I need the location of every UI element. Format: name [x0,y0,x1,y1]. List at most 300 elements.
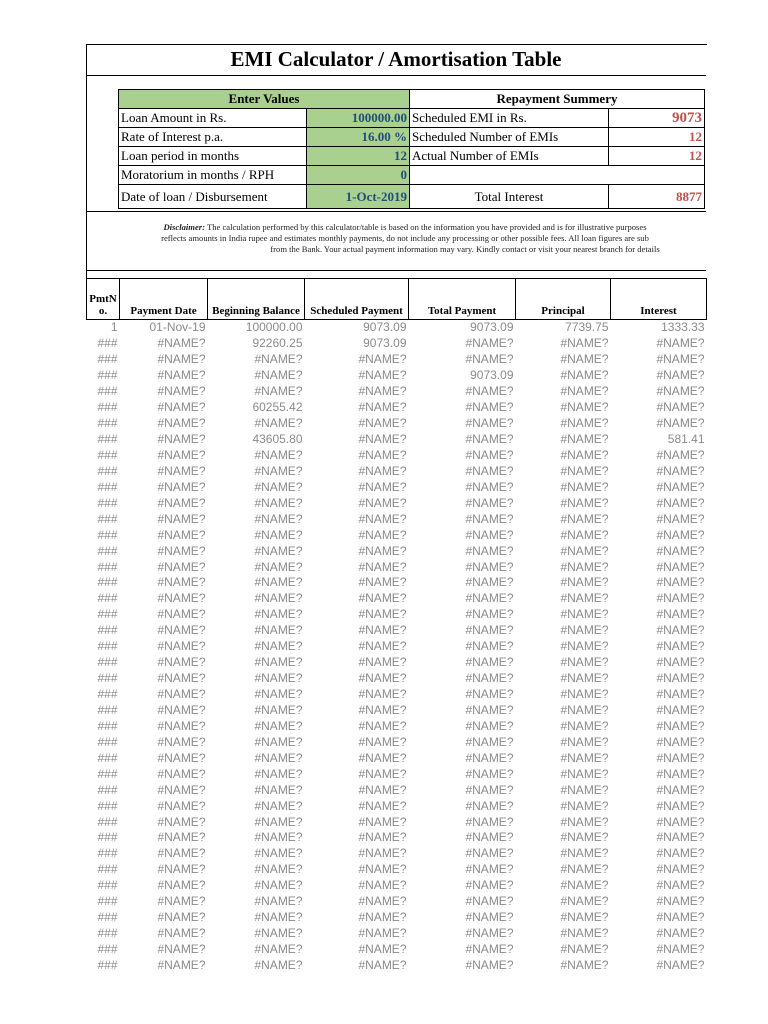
table-cell: #NAME? [656,750,705,765]
table-cell: #NAME? [157,718,206,733]
table-cell: #NAME? [656,384,705,399]
table-row [87,384,707,400]
table-cell: #NAME? [560,400,609,415]
table-cell: #NAME? [157,846,206,861]
table-cell: #NAME? [465,352,514,367]
table-cell: #NAME? [157,671,206,686]
table-cell: #NAME? [560,702,609,717]
loan-amount-label: Loan Amount in Rs. [119,109,307,128]
table-cell: #NAME? [157,527,206,542]
table-cell: #NAME? [465,957,514,972]
repayment-summary-header: Repayment Summery [410,90,705,109]
table-cell: #NAME? [254,511,303,526]
table-cell: ### [97,543,118,558]
table-cell: #NAME? [157,575,206,590]
table-cell: #NAME? [358,750,407,765]
table-cell: #NAME? [656,463,705,478]
table-row [87,368,707,384]
table-row [87,639,707,655]
table-cell: #NAME? [254,734,303,749]
table-cell: ### [97,463,118,478]
table-cell: #NAME? [157,559,206,574]
table-cell: #NAME? [656,607,705,622]
table-cell: #NAME? [358,910,407,925]
table-cell: #NAME? [560,798,609,813]
table-cell: #NAME? [560,527,609,542]
table-cell: #NAME? [358,671,407,686]
table-cell: ### [97,798,118,813]
table-cell: #NAME? [157,655,206,670]
table-cell: ### [97,384,118,399]
table-cell: #NAME? [358,447,407,462]
table-cell: #NAME? [560,814,609,829]
table-cell: #NAME? [465,336,514,351]
table-cell: #NAME? [465,782,514,797]
table-cell: #NAME? [656,846,705,861]
table-cell: #NAME? [656,559,705,574]
table-row [87,559,707,575]
table-cell: #NAME? [560,591,609,606]
table-cell: #NAME? [656,527,705,542]
table-cell: #NAME? [560,671,609,686]
table-cell: #NAME? [656,782,705,797]
table-cell: 01-Nov-19 [149,320,206,335]
table-cell: #NAME? [560,957,609,972]
table-row [87,878,707,894]
table-cell: #NAME? [656,575,705,590]
table-cell: #NAME? [656,926,705,941]
table-row [87,416,707,432]
table-cell: #NAME? [560,894,609,909]
table-cell: #NAME? [465,495,514,510]
table-cell: #NAME? [254,575,303,590]
table-cell: #NAME? [656,687,705,702]
table-cell: #NAME? [560,878,609,893]
table-cell: ### [97,527,118,542]
column-header: Payment Date [120,279,208,320]
table-cell: #NAME? [465,400,514,415]
table-cell: 9073.09 [470,320,514,335]
table-cell: #NAME? [560,432,609,447]
table-cell: #NAME? [358,511,407,526]
table-cell: #NAME? [656,671,705,686]
table-cell: #NAME? [157,750,206,765]
table-cell: #NAME? [254,687,303,702]
table-cell: #NAME? [358,416,407,431]
table-cell: #NAME? [157,766,206,781]
table-cell: #NAME? [157,416,206,431]
table-cell: #NAME? [656,814,705,829]
table-cell: #NAME? [560,384,609,399]
table-cell: #NAME? [465,766,514,781]
loan-amount-input[interactable]: 100000.00 [307,109,410,128]
table-cell: #NAME? [465,607,514,622]
table-row [87,687,707,703]
actual-num-emi-label: Actual Number of EMIs [410,147,609,166]
disclaimer-line-2: reflects amounts in India rupee and estimates monthly payments, do not include any processing or other possible fees. All loan figures are sub [161,233,649,243]
table-cell: #NAME? [465,734,514,749]
table-cell: 9073.09 [363,336,407,351]
empty-cell [410,166,705,185]
table-row [87,432,707,448]
table-cell: #NAME? [358,718,407,733]
table-cell: 92260.25 [252,336,303,351]
column-header: Total Payment [409,279,516,320]
table-cell: #NAME? [656,495,705,510]
table-cell: #NAME? [465,910,514,925]
table-cell: #NAME? [157,639,206,654]
table-cell: #NAME? [358,926,407,941]
table-cell: #NAME? [656,639,705,654]
table-cell: ### [97,687,118,702]
column-header: Beginning Balance [208,279,305,320]
table-cell: ### [97,447,118,462]
table-cell: #NAME? [157,862,206,877]
table-cell: #NAME? [157,942,206,957]
table-cell: #NAME? [465,511,514,526]
disbursement-date-label: Date of loan / Disbursement [119,185,307,209]
table-cell: #NAME? [358,734,407,749]
table-cell: #NAME? [560,942,609,957]
table-row [87,448,707,464]
table-cell: #NAME? [254,639,303,654]
table-row [87,575,707,591]
table-cell: #NAME? [656,400,705,415]
table-cell: ### [97,511,118,526]
table-cell: #NAME? [358,368,407,383]
table-cell: #NAME? [254,830,303,845]
table-cell: ### [97,814,118,829]
table-cell: #NAME? [157,894,206,909]
table-row [87,495,707,511]
table-cell: #NAME? [656,336,705,351]
table-cell: #NAME? [560,416,609,431]
total-interest-value: 8877 [609,185,705,209]
table-cell: #NAME? [254,957,303,972]
table-row [87,400,707,416]
table-cell: ### [97,368,118,383]
table-row [87,623,707,639]
table-cell: #NAME? [560,846,609,861]
table-cell: #NAME? [465,878,514,893]
table-cell: #NAME? [358,623,407,638]
table-row [87,352,707,368]
table-cell: #NAME? [465,718,514,733]
table-cell: 581.41 [667,432,705,447]
table-cell: #NAME? [656,910,705,925]
table-cell: #NAME? [358,878,407,893]
table-cell: #NAME? [656,543,705,558]
table-cell: #NAME? [358,894,407,909]
table-cell: #NAME? [358,687,407,702]
table-cell: #NAME? [656,830,705,845]
table-cell: ### [97,750,118,765]
table-cell: #NAME? [656,352,705,367]
table-row [87,607,707,623]
divider [86,211,706,212]
table-cell: #NAME? [656,798,705,813]
table-cell: #NAME? [358,639,407,654]
table-cell: #NAME? [656,655,705,670]
table-cell: #NAME? [358,559,407,574]
table-cell: #NAME? [465,687,514,702]
table-cell: #NAME? [254,416,303,431]
table-cell: #NAME? [560,639,609,654]
table-cell: #NAME? [157,926,206,941]
table-cell: #NAME? [157,384,206,399]
table-cell: ### [97,607,118,622]
table-cell: #NAME? [465,416,514,431]
table-cell: #NAME? [358,352,407,367]
table-row [87,942,707,958]
disclaimer-label: Disclaimer: [163,222,205,232]
column-header: Interest [611,279,707,320]
table-cell: #NAME? [254,910,303,925]
table-cell: #NAME? [465,447,514,462]
table-cell: ### [97,352,118,367]
table-cell: #NAME? [465,702,514,717]
table-cell: #NAME? [254,447,303,462]
input-summary-table [118,89,705,209]
table-row [87,591,707,607]
table-cell: #NAME? [656,368,705,383]
table-cell: #NAME? [254,352,303,367]
page-title: EMI Calculator / Amortisation Table [86,44,706,76]
table-cell: #NAME? [157,957,206,972]
table-cell: #NAME? [560,575,609,590]
table-cell: #NAME? [560,336,609,351]
enter-values-header: Enter Values [119,90,410,109]
table-cell: #NAME? [465,432,514,447]
table-cell: #NAME? [254,384,303,399]
table-cell: #NAME? [254,878,303,893]
table-cell: #NAME? [656,591,705,606]
table-cell: #NAME? [560,559,609,574]
table-row [87,766,707,782]
table-cell: #NAME? [656,718,705,733]
table-cell: #NAME? [560,543,609,558]
table-cell: #NAME? [358,495,407,510]
table-cell: #NAME? [656,957,705,972]
table-cell: #NAME? [358,766,407,781]
table-cell: #NAME? [254,495,303,510]
table-cell: #NAME? [157,543,206,558]
scheduled-num-emi-value: 12 [609,128,705,147]
table-cell: #NAME? [358,702,407,717]
table-cell: #NAME? [358,830,407,845]
rate-input[interactable]: 16.00 % [307,128,410,147]
table-cell: ### [97,782,118,797]
table-cell: #NAME? [560,734,609,749]
table-cell: #NAME? [254,479,303,494]
table-cell: #NAME? [358,575,407,590]
table-cell: 7739.75 [565,320,609,335]
table-cell: #NAME? [465,479,514,494]
divider [86,270,706,271]
table-cell: #NAME? [465,798,514,813]
table-row [87,830,707,846]
table-cell: #NAME? [157,687,206,702]
table-row [87,910,707,926]
table-cell: #NAME? [358,591,407,606]
table-cell: #NAME? [358,432,407,447]
column-header: Principal [516,279,611,320]
table-cell: #NAME? [465,862,514,877]
table-cell: #NAME? [358,384,407,399]
table-cell: #NAME? [560,511,609,526]
table-cell: #NAME? [465,750,514,765]
table-cell: #NAME? [358,782,407,797]
table-row [87,671,707,687]
table-cell: 100000.00 [245,320,303,335]
moratorium-label: Moratorium in months / RPH [119,166,307,185]
table-cell: #NAME? [465,655,514,670]
table-cell: ### [97,862,118,877]
table-row [87,703,707,719]
table-cell: ### [97,926,118,941]
moratorium-input[interactable]: 0 [307,166,410,185]
table-cell: #NAME? [656,734,705,749]
table-cell: #NAME? [157,623,206,638]
table-cell: #NAME? [465,926,514,941]
loan-period-label: Loan period in months [119,147,307,166]
table-cell: ### [97,432,118,447]
table-cell: #NAME? [254,623,303,638]
table-cell: #NAME? [560,479,609,494]
table-cell: ### [97,623,118,638]
table-cell: #NAME? [560,463,609,478]
table-cell: #NAME? [560,623,609,638]
table-cell: #NAME? [157,734,206,749]
table-cell: #NAME? [656,702,705,717]
table-cell: ### [97,957,118,972]
table-cell: #NAME? [157,336,206,351]
table-cell: #NAME? [157,830,206,845]
table-cell: #NAME? [656,416,705,431]
table-cell: #NAME? [254,607,303,622]
table-cell: #NAME? [157,814,206,829]
table-cell: #NAME? [358,607,407,622]
rate-label: Rate of Interest p.a. [119,128,307,147]
table-cell: #NAME? [560,750,609,765]
table-row [87,926,707,942]
table-cell: #NAME? [560,782,609,797]
table-cell: #NAME? [254,559,303,574]
table-cell: #NAME? [157,878,206,893]
table-cell: #NAME? [656,447,705,462]
table-cell: #NAME? [656,766,705,781]
table-cell: #NAME? [157,910,206,925]
table-cell: #NAME? [254,527,303,542]
table-cell: ### [97,416,118,431]
table-cell: #NAME? [254,846,303,861]
table-cell: #NAME? [560,368,609,383]
actual-num-emi-value: 12 [609,147,705,166]
table-cell: #NAME? [560,766,609,781]
table-cell: #NAME? [656,862,705,877]
table-row [87,750,707,766]
table-cell: #NAME? [254,942,303,957]
table-cell: #NAME? [560,830,609,845]
table-cell: #NAME? [465,527,514,542]
table-row [87,320,707,336]
table-cell: ### [97,718,118,733]
table-cell: ### [97,766,118,781]
table-row [87,527,707,543]
table-cell: ### [97,591,118,606]
table-cell: #NAME? [656,942,705,957]
table-cell: #NAME? [358,655,407,670]
table-row [87,846,707,862]
table-cell: ### [97,639,118,654]
table-cell: 1 [110,320,118,335]
table-cell: #NAME? [157,479,206,494]
table-cell: #NAME? [157,495,206,510]
table-cell: #NAME? [254,671,303,686]
table-cell: #NAME? [358,814,407,829]
disclaimer-line-3: from the Bank. Your actual payment information may vary. Kindly contact or visit your nearest branch for details [270,244,660,254]
table-cell: #NAME? [656,479,705,494]
table-cell: #NAME? [465,814,514,829]
table-row [87,543,707,559]
table-cell: ### [97,702,118,717]
table-row [87,479,707,495]
table-cell: #NAME? [254,368,303,383]
scheduled-emi-value: 9073 [609,109,705,128]
table-cell: #NAME? [560,910,609,925]
table-cell: 60255.42 [252,400,303,415]
table-cell: ### [97,655,118,670]
table-cell: ### [97,336,118,351]
table-cell: #NAME? [656,511,705,526]
table-row [87,734,707,750]
amortisation-table [86,278,707,973]
table-cell: ### [97,671,118,686]
table-cell: #NAME? [465,623,514,638]
table-cell: #NAME? [254,702,303,717]
table-cell: 43605.80 [252,432,303,447]
table-cell: #NAME? [254,766,303,781]
scheduled-emi-label: Scheduled EMI in Rs. [410,109,609,128]
scheduled-num-emi-label: Scheduled Number of EMIs [410,128,609,147]
table-cell: #NAME? [465,671,514,686]
table-row [87,798,707,814]
table-cell: #NAME? [254,926,303,941]
table-cell: #NAME? [157,447,206,462]
table-cell: #NAME? [465,639,514,654]
table-cell: #NAME? [157,400,206,415]
table-cell: ### [97,495,118,510]
table-cell: #NAME? [254,814,303,829]
table-cell: #NAME? [560,718,609,733]
table-cell: #NAME? [656,623,705,638]
table-row [87,718,707,734]
table-cell: #NAME? [358,543,407,558]
table-cell: #NAME? [358,957,407,972]
table-cell: #NAME? [157,782,206,797]
table-cell: #NAME? [656,878,705,893]
table-row [87,894,707,910]
table-cell: #NAME? [560,862,609,877]
table-cell: #NAME? [254,782,303,797]
table-cell: ### [97,559,118,574]
table-cell: #NAME? [560,687,609,702]
disbursement-date-input[interactable]: 1-Oct-2019 [307,185,410,209]
table-cell: #NAME? [465,942,514,957]
loan-period-input[interactable]: 12 [307,147,410,166]
table-cell: #NAME? [358,846,407,861]
table-cell: #NAME? [465,543,514,558]
